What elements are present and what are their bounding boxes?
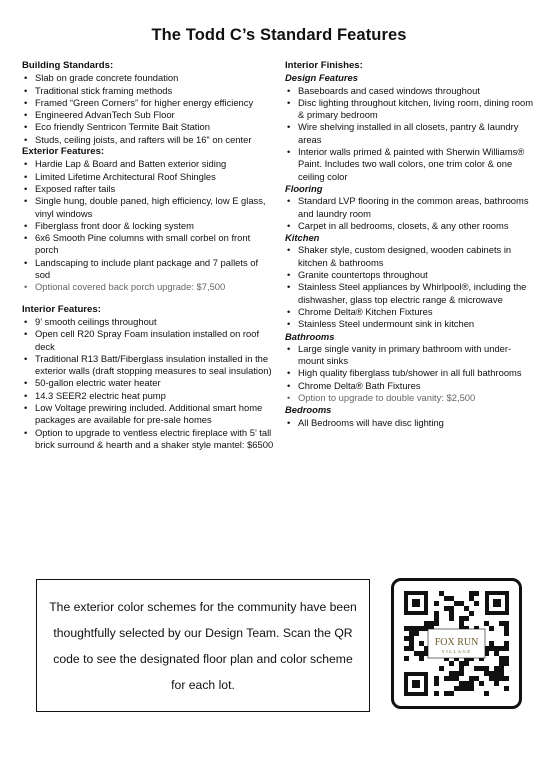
list-item: • Studs, ceiling joists, and rafters will be 16" on center	[22, 134, 274, 146]
list-item: • Standard LVP flooring in the common areas, bathrooms and laundry room	[285, 195, 537, 220]
interior-features-heading: Interior Features:	[22, 303, 101, 315]
list-item: • Baseboards and cased windows throughout	[285, 85, 537, 97]
building-standards-heading: Building Standards:	[22, 60, 114, 71]
qr-code-icon	[404, 591, 509, 696]
list-item: • Exposed rafter tails	[22, 183, 274, 195]
building-standards-list	[22, 72, 274, 146]
kitchen-heading: Kitchen	[285, 232, 320, 244]
color-scheme-callout	[36, 579, 370, 712]
callout-text: The exterior color schemes for the community have been thoughtfully selected by our Design Team. Scan the QR code to see the designated floor plan and color scheme for each lot.	[49, 599, 357, 692]
qr-code-card[interactable]	[391, 578, 522, 709]
list-item: • Hardie Lap & Board and Batten exterior siding	[22, 158, 274, 170]
flooring-list	[285, 195, 537, 232]
design-features-heading: Design Features	[285, 72, 358, 84]
list-item: • All Bedrooms will have disc lighting	[285, 417, 537, 429]
list-item: • Framed “Green Corners” for higher energy efficiency	[22, 97, 274, 109]
list-item: • Interior walls primed & painted with Sherwin Williams® Paint. Includes two wall colors, one trim color & one ceiling color	[285, 146, 537, 183]
interior-finishes-heading: Interior Finishes:	[285, 60, 363, 71]
flooring-heading: Flooring	[285, 182, 323, 194]
list-item: • Low Voltage prewiring included. Additional smart home packages are available for pre-sale homes	[22, 402, 274, 427]
list-item: • Landscaping to include plant package and 7 pallets of sod	[22, 257, 274, 282]
list-item: • Open cell R20 Spray Foam insulation installed on roof deck	[22, 328, 274, 353]
design-features-list	[285, 85, 537, 183]
list-item: • Wire shelving installed in all closets, pantry & laundry areas	[285, 121, 537, 146]
list-item: • Shaker style, custom designed, wooden cabinets in kitchen & bathrooms	[285, 244, 537, 269]
exterior-features-heading: Exterior Features:	[22, 146, 105, 158]
list-item: • 50-gallon electric water heater	[22, 377, 274, 389]
list-item: • Disc lighting throughout kitchen, living room, dining room & primary bedroom	[285, 97, 537, 122]
list-item: • Slab on grade concrete foundation	[22, 72, 274, 84]
list-item: • Stainless Steel undermount sink in kitchen	[285, 318, 537, 330]
list-item: • Fiberglass front door & locking system	[22, 220, 274, 232]
list-item: • Stainless Steel appliances by Whirlpool®, including the dishwasher, glass top electric range & microwave	[285, 281, 537, 306]
list-item: • Traditional R13 Batt/Fiberglass insulation installed in the exterior walls (draft stopping measures to seal insulation)	[22, 353, 274, 378]
list-item: • 9’ smooth ceilings throughout	[22, 316, 274, 328]
left-column	[22, 60, 274, 451]
list-item: • Limited Lifetime Architectural Roof Shingles	[22, 171, 274, 183]
kitchen-list	[285, 244, 537, 330]
right-column	[285, 60, 537, 429]
list-item: • Eco friendly Sentricon Termite Bait Station	[22, 121, 274, 133]
logo-line1: FOX RUN	[434, 637, 479, 648]
list-item: • Option to upgrade to ventless electric fireplace with 5’ tall brick surround & hearth and a shaker style mantel: $6500	[22, 427, 274, 452]
list-item: • Chrome Delta® Bath Fixtures	[285, 380, 537, 392]
list-item: • 14.3 SEER2 electric heat pump	[22, 390, 274, 402]
bathrooms-list	[285, 343, 537, 404]
list-item: • High quality fiberglass tub/shower in all full bathrooms	[285, 367, 537, 379]
page-title: The Todd C’s Standard Features	[151, 26, 407, 44]
bathrooms-heading: Bathrooms	[285, 330, 335, 342]
list-item: • Carpet in all bedrooms, closets, & any other rooms	[285, 220, 537, 232]
list-item: • Granite countertops throughout	[285, 269, 537, 281]
logo-line2: VILLAGE	[441, 649, 472, 654]
optional-upgrade-item: • Option to upgrade to double vanity: $2,500	[285, 392, 537, 404]
exterior-features-list	[22, 158, 274, 293]
list-item: • 6x6 Smooth Pine columns with small corbel on front porch	[22, 232, 274, 257]
list-item: • Engineered AdvanTech Sub Floor	[22, 109, 274, 121]
list-item: • Traditional stick framing methods	[22, 85, 274, 97]
bedrooms-list	[285, 417, 537, 429]
list-item: • Chrome Delta® Kitchen Fixtures	[285, 306, 537, 318]
interior-features-list	[22, 316, 274, 451]
optional-upgrade-item: • Optional covered back porch upgrade: $7,500	[22, 281, 274, 293]
bedrooms-heading: Bedrooms	[285, 404, 332, 416]
list-item: • Large single vanity in primary bathroom with under-mount sinks	[285, 343, 537, 368]
list-item: • Single hung, double paned, high efficiency, low E glass, vinyl windows	[22, 195, 274, 220]
